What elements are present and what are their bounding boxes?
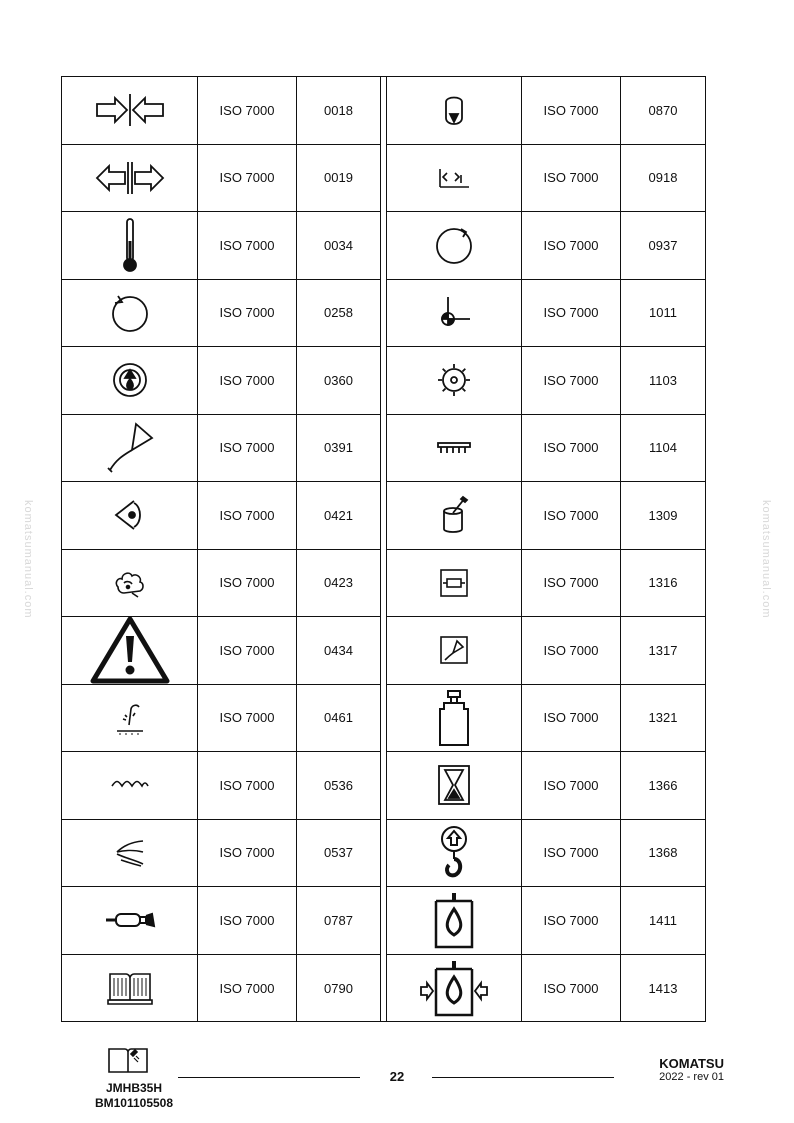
standard-cell: ISO 7000	[198, 550, 297, 617]
symbol-cell	[62, 280, 198, 347]
eye-check-icon	[112, 499, 148, 531]
weight-icon	[436, 689, 472, 747]
footer-rule	[178, 1077, 360, 1078]
number-cell: 0918	[648, 170, 678, 186]
manual-book-icon	[106, 1046, 150, 1076]
page-number: 22	[389, 1069, 405, 1084]
standard-cell: ISO 7000	[522, 415, 621, 482]
standard-cell: ISO 7000	[522, 685, 621, 752]
comb-icon	[436, 441, 472, 455]
table-row	[386, 415, 705, 483]
table-row	[62, 752, 380, 820]
number-cell: 0537	[324, 845, 353, 861]
brand-name: KOMATSU	[659, 1056, 724, 1071]
symbol-cell	[386, 280, 522, 347]
table-row	[62, 617, 380, 685]
symbol-cell	[386, 415, 522, 482]
standard-cell: ISO 7000	[522, 482, 621, 549]
standard-cell: ISO 7000	[198, 482, 297, 549]
revision-label: 2022 - rev 01	[659, 1071, 724, 1083]
standard-cell: ISO 7000	[198, 415, 297, 482]
number-cell: 0434	[324, 642, 353, 658]
standard-cell: ISO 7000	[522, 887, 621, 954]
symbol-cell	[386, 887, 522, 954]
standard-cell: ISO 7000	[522, 955, 621, 1023]
table-row	[386, 280, 705, 348]
number-cell: 1411	[649, 912, 677, 928]
standard-cell: ISO 7000	[522, 212, 621, 279]
table-row	[62, 280, 380, 348]
table-row	[62, 415, 380, 483]
table-row	[62, 347, 380, 415]
table-divider	[380, 77, 381, 1021]
symbol-cell	[62, 212, 198, 279]
fuse-icon	[439, 568, 469, 598]
symbol-cell	[386, 955, 522, 1023]
standard-cell: ISO 7000	[198, 145, 297, 212]
table-row	[386, 212, 705, 280]
table-row	[62, 77, 380, 145]
manual-book-icon	[106, 970, 154, 1006]
gear-wheel-icon	[436, 362, 472, 398]
symbol-cell	[386, 820, 522, 887]
number-cell: 0461	[324, 710, 353, 726]
number-cell: 0423	[324, 575, 353, 591]
number-cell: 1309	[648, 507, 678, 523]
symbol-cell	[62, 955, 198, 1023]
pump-flow-icon	[112, 362, 148, 398]
number-cell: 0421	[324, 507, 353, 523]
spray-icon	[115, 701, 145, 735]
table-row	[386, 145, 705, 213]
table-row	[386, 482, 705, 550]
expansion-arrows-icon	[95, 158, 165, 198]
symbol-cell	[62, 685, 198, 752]
hourglass-icon	[437, 764, 471, 806]
table-row	[386, 887, 705, 955]
hand-cleaning-icon	[112, 567, 148, 599]
number-cell: 0937	[648, 237, 678, 253]
standard-cell: ISO 7000	[198, 752, 297, 819]
table-row	[62, 887, 380, 955]
symbol-cell	[386, 347, 522, 414]
symbol-cell	[386, 550, 522, 617]
table-row	[62, 550, 380, 618]
watermark-left: komatsumanual.com	[22, 500, 34, 619]
number-cell: 0870	[648, 102, 678, 118]
table-row	[62, 145, 380, 213]
table-row	[386, 617, 705, 685]
symbol-cell	[62, 617, 198, 684]
doc-code: BM101105508	[94, 1096, 174, 1110]
table-row	[62, 212, 380, 280]
number-cell: 1316	[648, 575, 678, 591]
standard-cell: ISO 7000	[522, 280, 621, 347]
number-cell: 0034	[324, 237, 353, 253]
number-cell: 0258	[324, 305, 353, 321]
number-cell: 1103	[649, 372, 677, 388]
grease-gun-icon	[104, 910, 156, 930]
crane-hook-icon	[439, 825, 469, 881]
water-wave-icon	[110, 778, 150, 792]
standard-cell: ISO 7000	[522, 77, 621, 144]
standard-cell: ISO 7000	[198, 77, 297, 144]
symbol-cell	[386, 145, 522, 212]
number-cell: 0360	[324, 372, 353, 388]
symbol-cell	[62, 752, 198, 819]
standard-cell: ISO 7000	[522, 820, 621, 887]
standard-cell: ISO 7000	[522, 145, 621, 212]
number-cell: 0787	[324, 912, 353, 928]
table-row	[386, 550, 705, 618]
number-cell: 0536	[324, 777, 353, 793]
standard-cell: ISO 7000	[522, 617, 621, 684]
symbol-cell	[62, 820, 198, 887]
standard-cell: ISO 7000	[198, 212, 297, 279]
hydraulic-press-icon	[432, 891, 476, 949]
oil-can-icon	[102, 420, 158, 476]
number-cell: 1011	[649, 305, 677, 321]
watermark-right: komatsumanual.com	[760, 500, 772, 619]
standard-cell: ISO 7000	[198, 685, 297, 752]
symbol-cell	[62, 550, 198, 617]
number-cell: 1368	[648, 845, 678, 861]
symbol-cell	[386, 617, 522, 684]
center-of-gravity-icon	[436, 295, 472, 331]
number-cell: 0019	[324, 170, 353, 186]
dimension-icon	[437, 167, 471, 189]
number-cell: 1317	[648, 642, 678, 658]
symbol-cell	[62, 482, 198, 549]
rotation-circle-icon	[110, 293, 150, 333]
symbol-cell	[386, 752, 522, 819]
number-cell: 1413	[648, 980, 678, 996]
standard-cell: ISO 7000	[198, 955, 297, 1023]
symbol-cell	[386, 77, 522, 144]
number-cell: 1366	[648, 777, 678, 793]
table-row	[62, 685, 380, 753]
table-row	[62, 482, 380, 550]
symbol-cell	[62, 347, 198, 414]
number-cell: 0391	[324, 440, 353, 456]
table-row	[62, 820, 380, 888]
warning-triangle-icon	[90, 616, 170, 684]
symbol-cell	[62, 145, 198, 212]
symbol-cell	[62, 77, 198, 144]
symbol-cell	[386, 685, 522, 752]
accumulator-icon	[442, 92, 466, 128]
standard-cell: ISO 7000	[198, 820, 297, 887]
table-right-column	[386, 77, 705, 1021]
number-cell: 1321	[648, 710, 678, 726]
table-row	[386, 77, 705, 145]
standard-cell: ISO 7000	[522, 347, 621, 414]
table-row	[386, 955, 705, 1023]
air-flow-icon	[113, 838, 147, 868]
standard-cell: ISO 7000	[198, 347, 297, 414]
symbol-cell	[386, 212, 522, 279]
doc-code: JMHB35H	[105, 1081, 162, 1095]
standard-cell: ISO 7000	[198, 280, 297, 347]
table-left-column	[62, 77, 380, 1021]
standard-cell: ISO 7000	[198, 617, 297, 684]
table-row	[62, 955, 380, 1023]
number-cell: 0018	[324, 102, 353, 118]
standard-cell: ISO 7000	[198, 887, 297, 954]
table-row	[386, 752, 705, 820]
table-row	[386, 685, 705, 753]
hydraulic-press-compression-icon	[419, 959, 489, 1017]
standard-cell: ISO 7000	[522, 550, 621, 617]
table-row	[386, 820, 705, 888]
thermometer-icon	[120, 217, 140, 273]
standard-cell: ISO 7000	[522, 752, 621, 819]
compression-arrows-icon	[95, 90, 165, 130]
number-cell: 0790	[324, 980, 353, 996]
symbol-cell	[386, 482, 522, 549]
lubrication-point-icon	[439, 635, 469, 665]
symbol-cell	[62, 887, 198, 954]
footer-rule	[432, 1077, 614, 1078]
symbol-table	[61, 76, 706, 1022]
grease-pot-icon	[439, 495, 469, 535]
symbol-cell	[62, 415, 198, 482]
number-cell: 1104	[649, 440, 677, 456]
table-row	[386, 347, 705, 415]
rotation-arrow-icon	[434, 225, 474, 265]
